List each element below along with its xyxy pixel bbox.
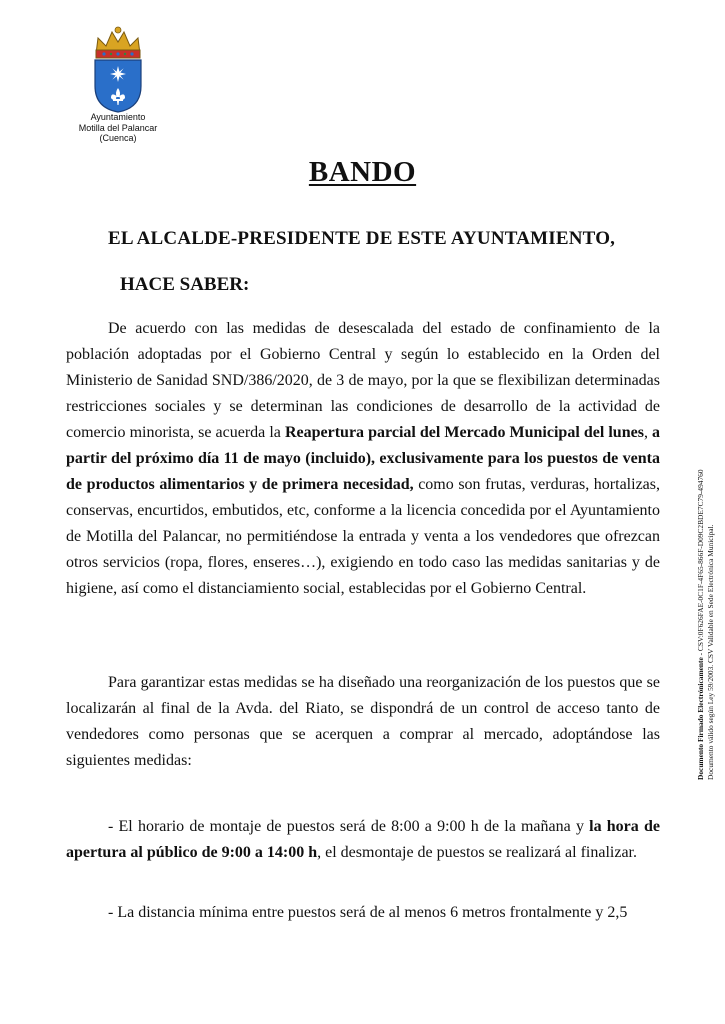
text-run: - El horario de montaje de puestos será de 8:00 a 9:00 h de la mañana y <box>108 818 590 835</box>
paragraph-distance: - La distancia mínima entre puestos será de al menos 6 metros frontalmente y 2,5 <box>108 904 628 921</box>
text-run: , <box>643 424 653 441</box>
issuer-heading: EL ALCALDE-PRESIDENTE DE ESTE AYUNTAMIENTO, <box>108 228 616 249</box>
text-run: De acuerdo con las medidas de desescalada del estado de confinamiento de la población adoptadas por el Gobierno Central y según lo establecido en la Orden del Ministerio de Sanidad SND/386/2020, de 3 de mayo, por la que se flexibilizan determinadas restricciones sociales y se determinan las condiciones de desarrollo de la actividad de comercio minorista, se acuerda la <box>66 320 660 441</box>
signature-line <box>696 420 706 780</box>
town-name-line: Motilla del Palancar <box>78 122 158 133</box>
announcement-heading: HACE SABER: <box>120 274 250 295</box>
text-run: , el desmontaje de puestos se realizará al finalizar. <box>317 844 637 861</box>
csv-code: - CSV:0F626FAE-0C1F-4F65-866F-D09C2BDE7C79-494760 <box>696 469 705 658</box>
bold-run: Reapertura parcial del Mercado Municipal del lunes <box>284 424 644 441</box>
paragraph-measures-intro: Para garantizar estas medidas se ha diseñado una reorganización de los puestos que se localizarán al final de la Avda. del Riato, se dispondrá de un control de acceso tanto de vendedores como personas que se acerquen a comprar al mercado, adoptándose las siguientes medidas: <box>66 674 660 769</box>
signature-label: Documento Firmado Electrónicamente <box>696 657 705 780</box>
paragraph-reopening <box>66 316 660 602</box>
document-title: BANDO <box>308 156 417 188</box>
paragraph-schedule <box>66 814 660 866</box>
bold-run: la hora de apertura al público de 9:00 a 14:00 h <box>66 818 660 861</box>
bold-run: a partir del próximo día 11 de mayo (incluido), exclusivamente para los puestos de venta de productos alimentarios y de primera necesidad, <box>66 424 661 493</box>
text-run: como son frutas, verduras, hortalizas, conservas, encurtidos, embutidos, etc, conforme a la licencia concedida por el Ayuntamiento de Motilla del Palancar, no permitiéndose la entrada y venta a los vendedores que ofrezcan otros servicios (ropa, flores, enseres…), exigiendo en todo caso las medidas sanitarias y de higiene, así como el distanciamiento social, establecidas por el Gobierno Central. <box>66 476 661 597</box>
org-name-line: Ayuntamiento <box>90 112 146 122</box>
municipal-coat-of-arms <box>88 24 148 114</box>
validity-line: Documento válido según Ley 59/2003. CSV Validable en Sede Electrónica Municipal. <box>706 524 715 780</box>
province-line: (Cuenca) <box>99 133 137 143</box>
electronic-signature-note <box>696 420 718 780</box>
municipality-caption <box>50 112 186 144</box>
